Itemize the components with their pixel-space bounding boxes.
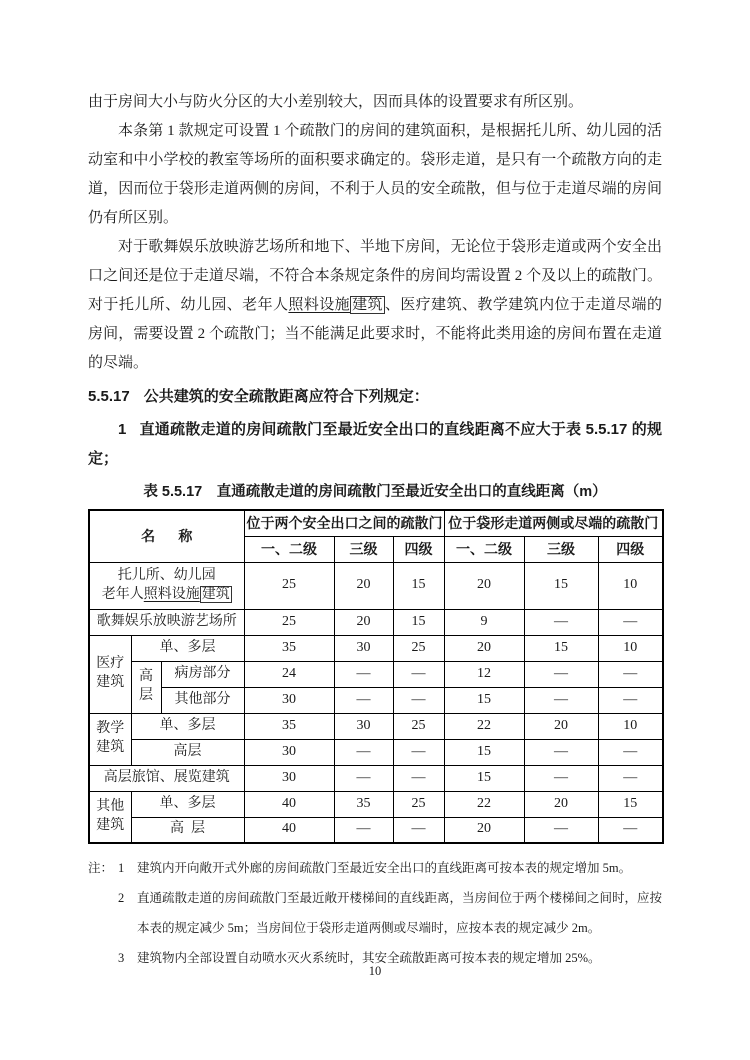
table-row-medical-highrise-ward	[89, 661, 663, 687]
table-row-other-highrise	[89, 817, 663, 843]
row-name-cell: 高 层	[131, 817, 244, 843]
table-row-entertainment	[89, 609, 663, 635]
table-cell: 35	[244, 635, 334, 661]
table-header-grade-1-2: 一、二级	[244, 536, 334, 562]
table-cell: 15	[393, 609, 444, 635]
revision-boxed-text: 建筑	[352, 297, 383, 313]
table-cell: 25	[393, 713, 444, 739]
table-cell: 25	[393, 635, 444, 661]
table-cell: —	[524, 661, 598, 687]
table-cell: —	[393, 817, 444, 843]
clause-heading	[88, 382, 662, 411]
table-cell: 10	[598, 562, 663, 609]
table-cell: —	[598, 739, 663, 765]
table-cell: —	[334, 739, 393, 765]
page-number: 10	[368, 964, 382, 978]
note-1	[88, 853, 662, 883]
table-header-group-between-exits: 位于两个安全出口之间的疏散门	[244, 510, 444, 536]
revision-underlined-text: 照料设施	[288, 297, 351, 313]
table-cell: —	[393, 687, 444, 713]
paragraph-commentary-1: 由于房间大小与防火分区的大小差别较大，因而具体的设置要求有所区别。	[88, 94, 584, 110]
paragraph-commentary-2: 本条第 1 款规定可设置 1 个疏散门的房间的建筑面积，是根据托儿所、幼儿园的活动室和中小学校的教室等场所的面积要求确定的。袋形走道，是只有一个疏散方向的走道，因而位于袋形走道两侧的房间，不利于人员的安全疏散，但与位于走道尽端的房间仍有所区别。	[88, 123, 662, 226]
table-row-other-multi	[89, 791, 663, 817]
table-row-hotel-exhibition	[89, 765, 663, 791]
table-cell: 12	[444, 661, 524, 687]
row-name-cell: 高层旅馆、展览建筑	[89, 765, 244, 791]
note-text: 直通疏散走道的房间疏散门至最近敞开楼梯间的直线距离，当房间位于两个楼梯间之间时，应按本表的规定减少 5m；当房间位于袋形走道两侧或尽端时，应按本表的规定减少 2m。	[137, 891, 663, 935]
row-name-cell: 单、多层	[131, 713, 244, 739]
table-cell: 15	[444, 739, 524, 765]
table-cell: 9	[444, 609, 524, 635]
distance-table	[88, 509, 664, 844]
clause-title-text: 公共建筑的安全疏散距离应符合下列规定：	[143, 388, 429, 405]
table-row-medical-highrise-other	[89, 687, 663, 713]
table-cell: —	[598, 609, 663, 635]
note-text: 建筑物内全部设置自动喷水灭火系统时，其安全疏散距离可按本表的规定增加 25%。	[137, 951, 601, 965]
table-cell: —	[334, 687, 393, 713]
note-number: 2	[118, 891, 125, 905]
table-header-grade-4: 四级	[598, 536, 663, 562]
table-row-medical-multi	[89, 635, 663, 661]
table-cell: 15	[444, 765, 524, 791]
table-cell: 25	[244, 562, 334, 609]
table-cell: 15	[444, 687, 524, 713]
table-cell: 40	[244, 791, 334, 817]
table-row-teaching-highrise	[89, 739, 663, 765]
table-cell: 20	[444, 635, 524, 661]
table-cell: 20	[334, 562, 393, 609]
table-cell: 25	[393, 791, 444, 817]
table-header-grade-1-2: 一、二级	[444, 536, 524, 562]
table-cell: 24	[244, 661, 334, 687]
clause-item-1	[88, 415, 662, 473]
note-number: 1	[118, 861, 125, 875]
paragraph-text: 、医疗建筑、教学建筑内位于走道尽端的房间，需要设置 2 个疏散门；当不能满足此要求时，不能将此类用途的房间布置在走道的尽端。	[88, 297, 662, 371]
table-notes	[88, 853, 662, 973]
table-cell: —	[598, 687, 663, 713]
table-cell: —	[598, 661, 663, 687]
row-name-cell	[89, 562, 244, 609]
table-cell: —	[393, 765, 444, 791]
row-name-cell: 病房部分	[161, 661, 244, 687]
note-prefix: 注：	[88, 861, 114, 875]
table-caption: 表 5.5.17 直通疏散走道的房间疏散门至最近安全出口的直线距离（m）	[143, 484, 607, 500]
table-cell: —	[393, 661, 444, 687]
table-cell: 30	[244, 765, 334, 791]
row-name-cell: 其他部分	[161, 687, 244, 713]
table-header-grade-3: 三级	[334, 536, 393, 562]
table-header-row-1	[89, 510, 663, 536]
table-cell: 35	[334, 791, 393, 817]
row-name-cell: 高层	[131, 739, 244, 765]
row-group-teaching: 教学建筑	[89, 713, 131, 765]
table-cell: —	[524, 687, 598, 713]
table-cell: 10	[598, 713, 663, 739]
paragraph-commentary-3	[88, 233, 662, 378]
table-cell: 10	[598, 635, 663, 661]
clause-number: 5.5.17	[88, 388, 130, 405]
table-cell: 20	[524, 791, 598, 817]
table-cell: —	[334, 765, 393, 791]
table-cell: 30	[244, 739, 334, 765]
table-header-name: 名 称	[89, 510, 244, 562]
table-cell: —	[524, 765, 598, 791]
row-group-other: 其他建筑	[89, 791, 131, 843]
table-cell: 30	[244, 687, 334, 713]
row-group-medical: 医疗建筑	[89, 635, 131, 713]
table-cell: 20	[334, 609, 393, 635]
table-cell: 20	[524, 713, 598, 739]
row-name-line-1: 托儿所、幼儿园	[117, 567, 216, 583]
table-header-grade-3: 三级	[524, 536, 598, 562]
table-cell: —	[598, 765, 663, 791]
table-cell: 22	[444, 713, 524, 739]
row-name-cell: 单、多层	[131, 791, 244, 817]
table-row-nursery	[89, 562, 663, 609]
table-cell: 30	[334, 635, 393, 661]
table-cell: 25	[244, 609, 334, 635]
row-name-text: 老年人	[101, 586, 144, 602]
row-name-line-2	[92, 586, 242, 605]
note-number: 3	[118, 951, 125, 965]
table-cell: 15	[393, 562, 444, 609]
table-row-teaching-multi	[89, 713, 663, 739]
item-text: 直通疏散走道的房间疏散门至最近安全出口的直线距离不应大于表 5.5.17 的规定；	[88, 421, 662, 467]
table-cell: 15	[524, 562, 598, 609]
table-header-grade-4: 四级	[393, 536, 444, 562]
table-cell: —	[598, 817, 663, 843]
row-name-cell: 歌舞娱乐放映游艺场所	[89, 609, 244, 635]
row-name-cell: 单、多层	[131, 635, 244, 661]
table-cell: 35	[244, 713, 334, 739]
table-cell: —	[524, 817, 598, 843]
table-cell: —	[334, 817, 393, 843]
paragraph-text: 对于歌舞娱乐放映游艺场所和地下、半地下房间，无论位于袋形走道或两个安全出口之间还是位于走道尽端，不符合本条规定条件的房间均需设置 2 个及以上的疏散门。对于托儿所、幼儿园、老年人	[88, 239, 662, 313]
row-sub-highrise: 高层	[131, 661, 161, 713]
table-cell: 15	[598, 791, 663, 817]
table-header-group-dead-end: 位于袋形走道两侧或尽端的疏散门	[444, 510, 663, 536]
table-cell: 20	[444, 562, 524, 609]
table-cell: 15	[524, 635, 598, 661]
table-cell: 20	[444, 817, 524, 843]
table-cell: 40	[244, 817, 334, 843]
item-number: 1	[118, 421, 127, 438]
note-2	[88, 883, 662, 943]
table-cell: —	[524, 609, 598, 635]
revision-underlined-text: 照料设施	[143, 586, 200, 602]
table-cell: 30	[334, 713, 393, 739]
table-cell: —	[393, 739, 444, 765]
table-cell: —	[524, 739, 598, 765]
revision-boxed-text: 建筑	[201, 586, 230, 602]
table-cell: 22	[444, 791, 524, 817]
note-text: 建筑内开向敞开式外廊的房间疏散门至最近安全出口的直线距离可按本表的规定增加 5m。	[137, 861, 632, 875]
table-cell: —	[334, 661, 393, 687]
